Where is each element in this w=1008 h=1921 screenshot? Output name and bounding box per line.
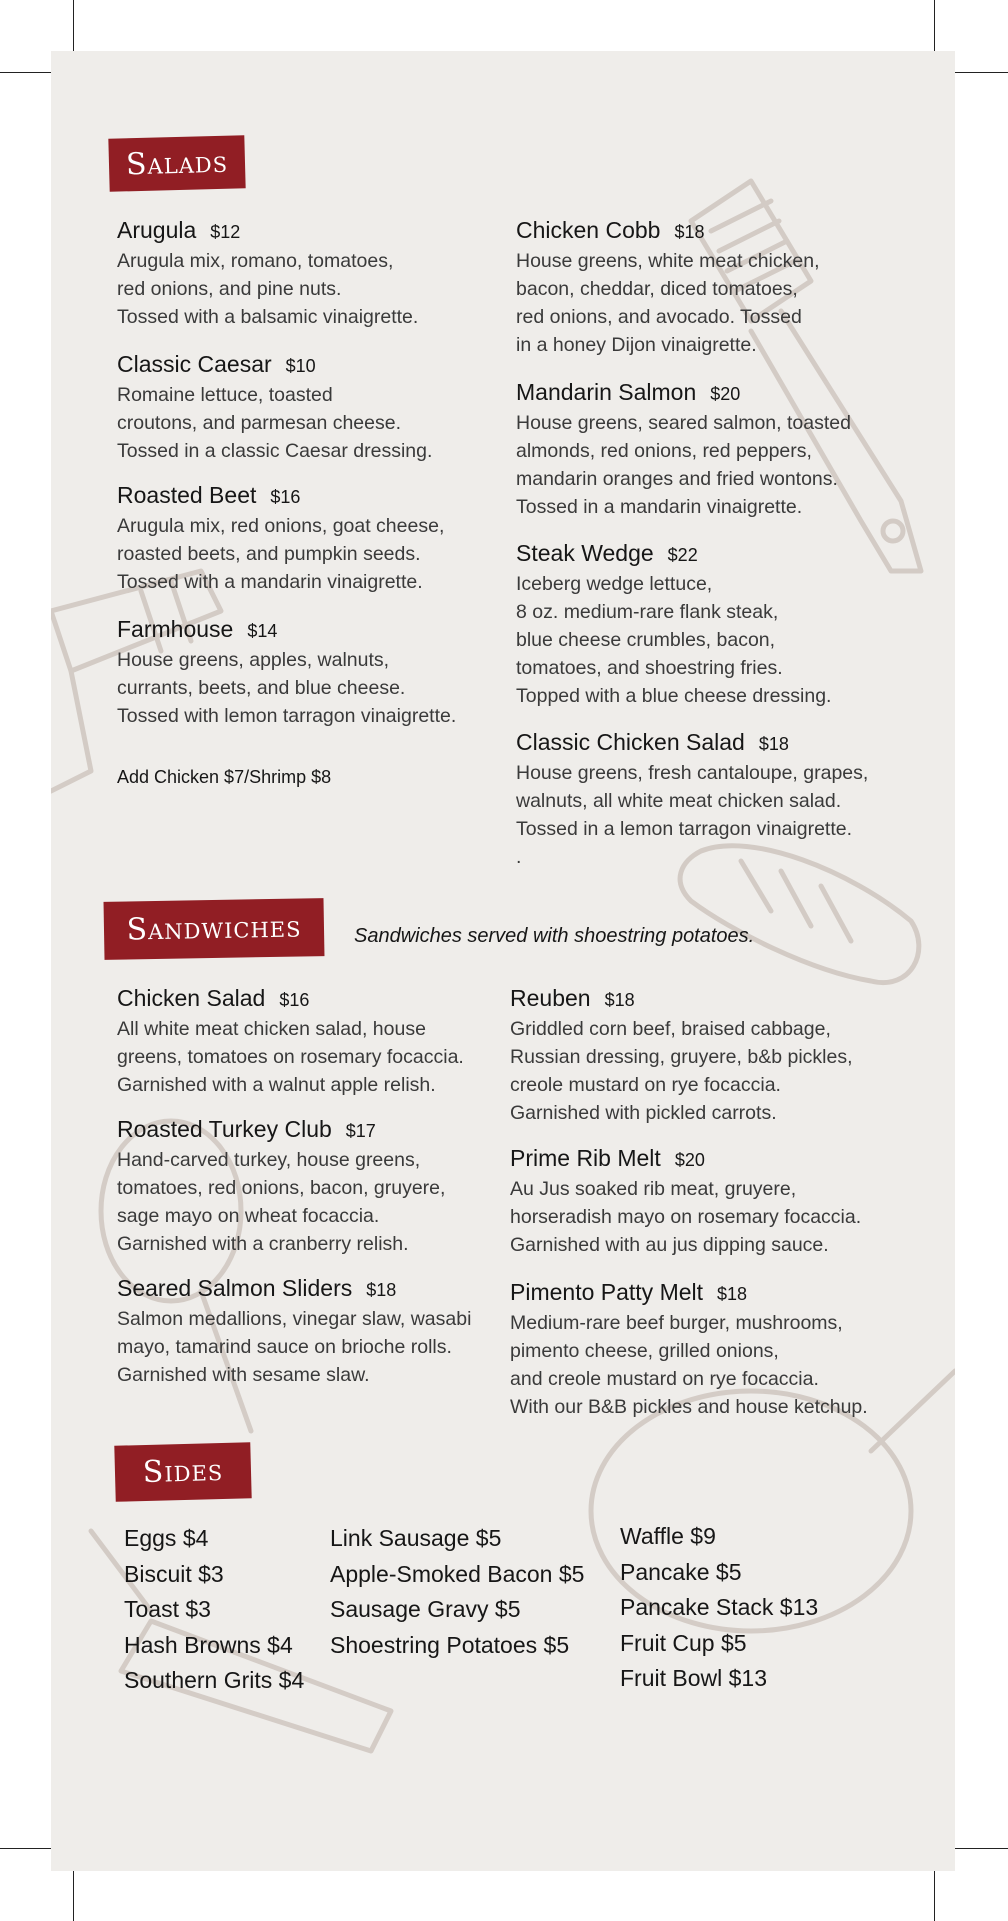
menu-item-chicken-salad [117,983,464,1099]
sandwiches-title: Sandwiches [126,909,302,948]
item-price: $14 [247,621,278,641]
item-description: All white meat chicken salad, house greens, tomatoes on rosemary focaccia. Garnished with a walnut apple relish. [117,1018,464,1096]
side-item: Eggs $4 [124,1525,209,1551]
item-price: $12 [210,222,241,242]
item-price: $18 [366,1280,397,1300]
side-item: Link Sausage $5 [330,1525,502,1551]
item-description: House greens, white meat chicken, bacon, cheddar, diced tomatoes, red onions, and avocado. Tossed in a honey Dijon vinaigrette. [516,250,820,356]
menu-item-classic-chicken-salad [516,727,868,871]
sandwiches-note: Sandwiches served with shoestring potatoes. [354,925,755,947]
item-description: Arugula mix, romano, tomatoes, red onions, and pine nuts. Tossed with a balsamic vinaigrette. [117,250,419,328]
menu-item-roasted-turkey-club [117,1114,445,1258]
crop-mark [950,72,1008,73]
item-price: $20 [674,1150,705,1170]
item-name: Roasted Beet [117,482,257,508]
crop-mark [0,72,58,73]
side-item: Pancake $5 [620,1558,742,1585]
crop-mark [950,1848,1008,1849]
item-price: $16 [279,990,310,1010]
crop-mark [0,1848,58,1849]
item-price: $22 [667,545,698,565]
item-name: Seared Salmon Sliders [117,1275,353,1301]
sides-column-2 [330,1521,584,1663]
menu-item-roasted-beet [117,480,444,596]
item-description: Griddled corn beef, braised cabbage, Russian dressing, gruyere, b&b pickles, creole mustard on rye focaccia. Garnished with pickled carrots. [510,1018,853,1124]
sides-banner [114,1442,251,1502]
item-name: Farmhouse [117,616,234,642]
side-item: Biscuit $3 [124,1560,224,1587]
item-price: $18 [717,1284,748,1304]
item-name: Classic Caesar [117,351,272,377]
sides-column-3 [620,1519,818,1697]
side-item: Fruit Cup $5 [620,1629,747,1656]
item-name: Roasted Turkey Club [117,1116,332,1142]
side-item: Fruit Bowl $13 [620,1665,768,1691]
item-name: Reuben [510,985,591,1011]
menu-item-chicken-cobb [516,215,820,359]
crop-mark [73,1863,74,1921]
item-description: Hand-carved turkey, house greens, tomatoes, red onions, bacon, gruyere, sage mayo on wheat focaccia. Garnished with a cranberry relish. [117,1149,446,1255]
menu-item-arugula [117,215,418,331]
item-price: $20 [710,384,741,404]
item-description: Iceberg wedge lettuce, 8 oz. medium-rare flank steak, blue cheese crumbles, bacon, tomatoes, and shoestring fries. Topped with a blue cheese dressing. [516,573,832,707]
item-name: Mandarin Salmon [516,379,697,405]
item-price: $18 [758,734,789,754]
menu-item-steak-wedge [516,538,831,710]
sandwiches-banner [104,898,325,960]
item-description: House greens, apples, walnuts, currants, beets, and blue cheese. Tossed with lemon tarragon vinaigrette. [117,649,457,727]
menu-panel [51,51,955,1871]
item-price: $18 [674,222,705,242]
crop-mark [934,0,935,58]
crop-mark [934,1863,935,1921]
side-item: Southern Grits $4 [124,1667,305,1693]
salads-banner [108,135,245,192]
item-price: $18 [604,990,635,1010]
item-name: Arugula [117,217,197,243]
item-description: House greens, fresh cantaloupe, grapes, walnuts, all white meat chicken salad. Tossed in a lemon tarragon vinaigrette. . [516,762,869,868]
menu-item-farmhouse [117,614,456,730]
item-name: Prime Rib Melt [510,1145,661,1171]
item-name: Chicken Cobb [516,217,661,243]
item-name: Steak Wedge [516,540,654,566]
menu-item-classic-caesar [117,349,432,465]
side-item: Waffle $9 [620,1523,716,1549]
item-description: Romaine lettuce, toasted croutons, and parmesan cheese. Tossed in a classic Caesar dressing. [117,384,433,462]
side-item: Sausage Gravy $5 [330,1596,521,1622]
side-item: Shoestring Potatoes $5 [330,1631,570,1658]
item-price: $17 [345,1121,376,1141]
menu-item-prime-rib-melt [510,1143,861,1259]
item-description: Medium-rare beef burger, mushrooms, pimento cheese, grilled onions, and creole mustard on rye focaccia. With our B&B pickles and house ketchup. [510,1312,868,1418]
side-item: Pancake Stack $13 [620,1594,819,1620]
menu-item-pimento-patty-melt [510,1277,868,1421]
item-description: Au Jus soaked rib meat, gruyere, horseradish mayo on rosemary focaccia. Garnished with au jus dipping sauce. [510,1178,862,1256]
crop-mark [73,0,74,58]
sides-column-1 [124,1521,304,1699]
item-name: Pimento Patty Melt [510,1279,704,1305]
salad-addon-note: Add Chicken $7/Shrimp $8 [117,767,332,787]
item-description: House greens, seared salmon, toasted almonds, red onions, red peppers, mandarin oranges and fried wontons. Tossed in a mandarin vinaigrette. [516,412,851,518]
sides-title: Sides [142,1452,224,1491]
side-item: Apple-Smoked Bacon $5 [330,1560,585,1587]
item-price: $10 [285,356,316,376]
item-description: Salmon medallions, vinegar slaw, wasabi mayo, tamarind sauce on brioche rolls. Garnished with sesame slaw. [117,1308,472,1386]
salads-title: Salads [125,144,229,183]
menu-item-seared-salmon-sliders [117,1273,471,1389]
side-item: Hash Browns $4 [124,1631,293,1658]
side-item: Toast $3 [124,1596,211,1622]
item-description: Arugula mix, red onions, goat cheese, roasted beets, and pumpkin seeds. Tossed with a mandarin vinaigrette. [117,515,445,593]
menu-item-mandarin-salmon [516,377,851,521]
item-price: $16 [270,487,301,507]
menu-item-reuben [510,983,853,1127]
item-name: Classic Chicken Salad [516,729,745,755]
item-name: Chicken Salad [117,985,266,1011]
